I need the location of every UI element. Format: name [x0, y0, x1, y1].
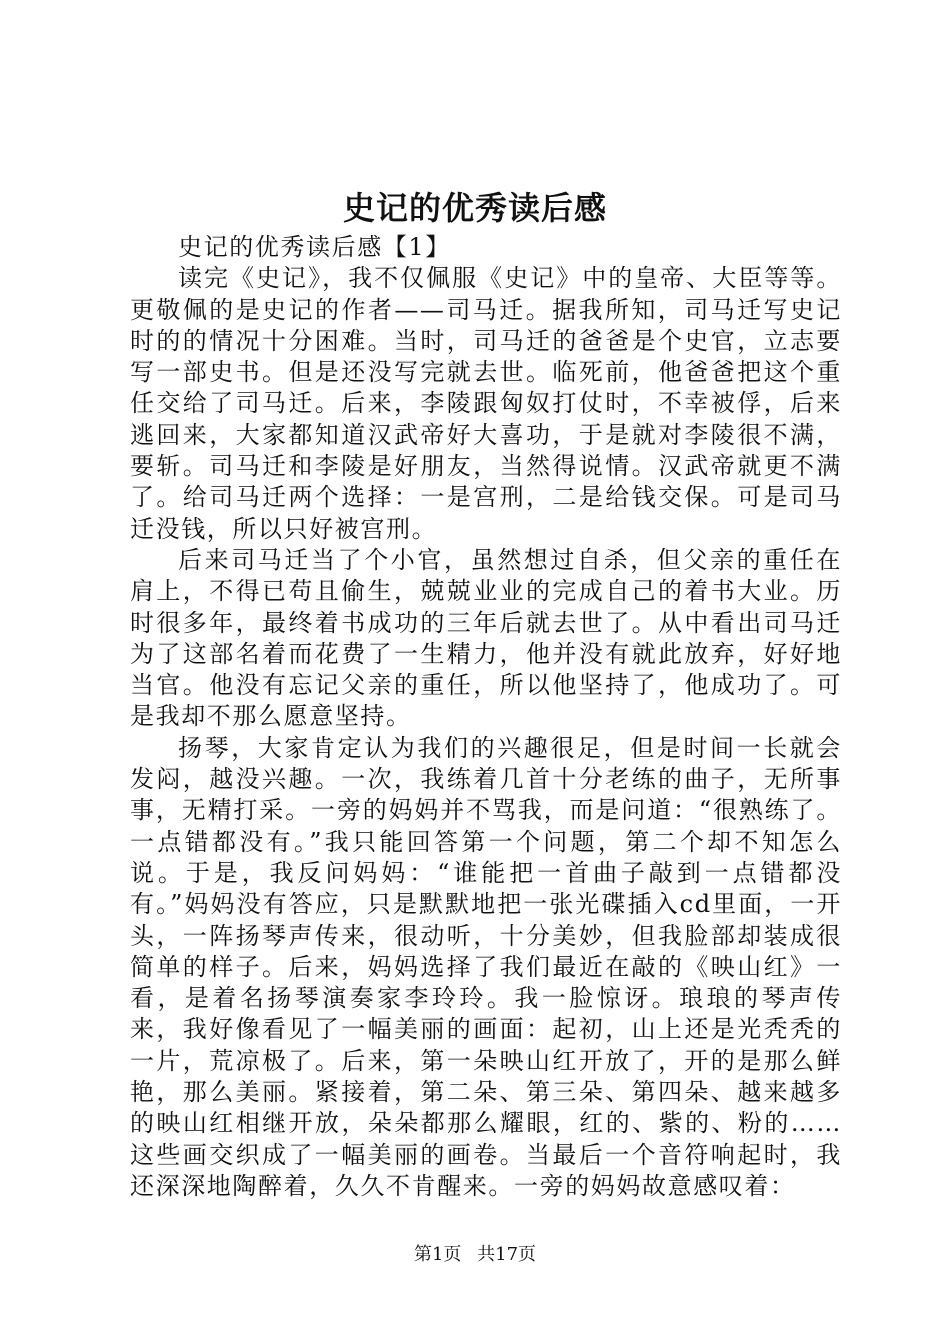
- paragraph: 后来司马迁当了个小官，虽然想过自杀，但父亲的重任在肩上，不得已苟且偷生，兢兢业业的完成自己的着书大业。历时很多年，最终着书成功的三年后就去世了。从中看出司马迁为了这部名着而花费了一生精力，他并没有就此放弃，好好地当官。他没有忘记父亲的重任，所以他坚持了，他成功了。可是我却不那么愿意坚持。: [130, 545, 842, 731]
- paragraph: 读完《史记》，我不仅佩服《史记》中的皇帝、大臣等等。更敬佩的是史记的作者——司马迁。据我所知，司马迁写史记时的的情况十分困难。当时，司马迁的爸爸是个史官，立志要写一部史书。但是还没写完就去世。临死前，他爸爸把这个重任交给了司马迁。后来，李陵跟匈奴打仗时，不幸被俘，后来逃回来，大家都知道汉武帝好大喜功，于是就对李陵很不满，要斩。司马迁和李陵是好朋友，当然得说情。汉武帝就更不满了。给司马迁两个选择：一是宫刑，二是给钱交保。可是司马迁没钱，所以只好被宫刑。: [130, 264, 842, 543]
- page-number: 第1页: [413, 1244, 462, 1265]
- document-title: 史记的优秀读后感: [342, 189, 607, 227]
- page-count: 共17页: [477, 1244, 537, 1265]
- document-body: [130, 232, 842, 1202]
- page-footer: [0, 1243, 950, 1267]
- section-heading: 史记的优秀读后感【1】: [178, 233, 451, 261]
- paragraph: 扬琴，大家肯定认为我们的兴趣很足，但是时间一长就会发闷，越没兴趣。一次，我练着几首十分老练的曲子，无所事事，无精打采。一旁的妈妈并不骂我，而是问道：“很熟练了。一点错都没有。”我只能回答第一个问题，第二个却不知怎么说。于是，我反问妈妈：“谁能把一首曲子敲到一点错都没有。”妈妈没有答应，只是默默地把一张光碟插入cd里面，一开头，一阵扬琴声传来，很动听，十分美妙，但我脸部却装成很简单的样子。后来，妈妈选择了我们最近在敲的《映山红》一看，是着名扬琴演奏家李玲玲。我一脸惊讶。琅琅的琴声传来，我好像看见了一幅美丽的画面：起初，山上还是光秃秃的一片，荒凉极了。后来，第一朵映山红开放了，开的是那么鲜艳，那么美丽。紧接着，第二朵、第三朵、第四朵、越来越多的映山红相继开放，朵朵都那么耀眼，红的、紫的、粉的……这些画交织成了一幅美丽的画卷。当最后一个音符响起时，我还深深地陶醉着，久久不肯醒来。一旁的妈妈故意感叹着：: [130, 733, 842, 1200]
